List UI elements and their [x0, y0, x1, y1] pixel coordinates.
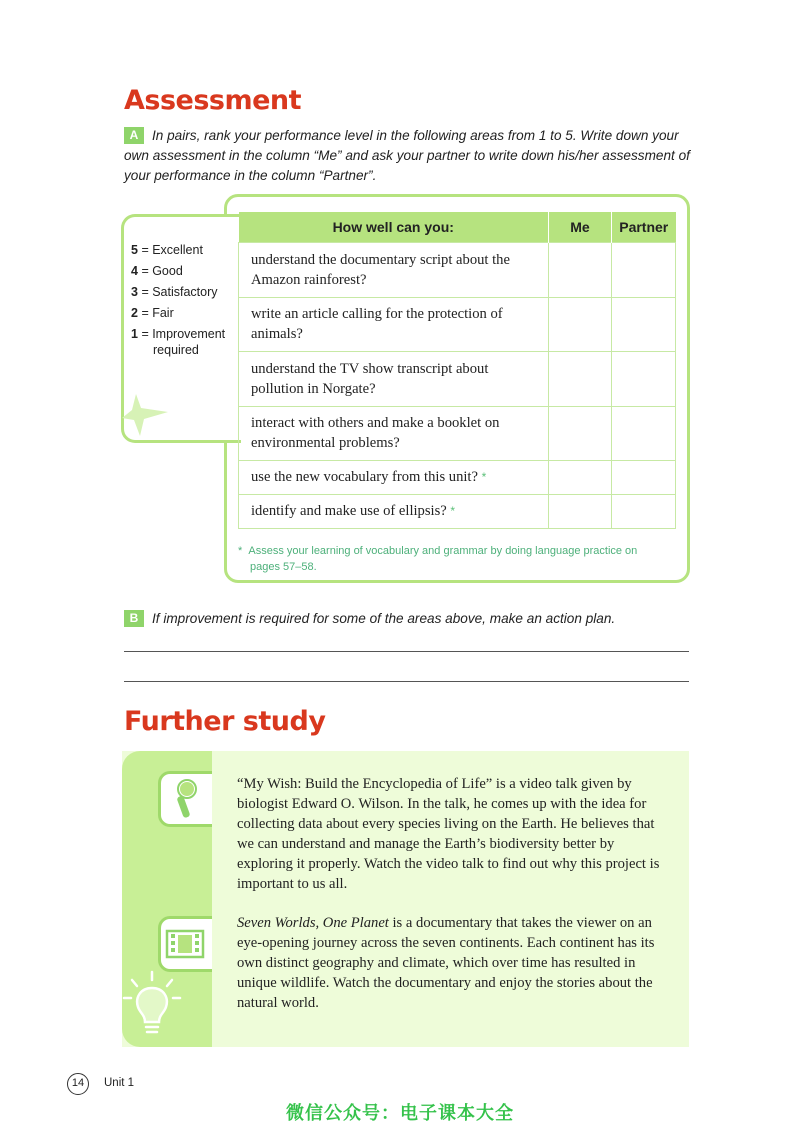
scale-item-5: 5 = Excellent [131, 243, 203, 257]
partner-cell[interactable] [612, 494, 676, 528]
further-study-heading: Further study [124, 706, 326, 737]
header-partner: Partner [612, 212, 676, 242]
row-text: understand the TV show transcript about pollution in Norgate? [239, 351, 549, 406]
row-text: use the new vocabulary from this unit? * [239, 460, 549, 494]
row-text: write an article calling for the protection of animals? [239, 297, 549, 351]
part-a-tag: A [124, 127, 144, 144]
me-cell[interactable] [549, 406, 612, 460]
asterisk-mark: * [481, 470, 487, 484]
partner-cell[interactable] [612, 406, 676, 460]
partner-cell[interactable] [612, 297, 676, 351]
me-cell[interactable] [549, 351, 612, 406]
me-cell[interactable] [549, 494, 612, 528]
panel-joint [225, 217, 231, 440]
partner-cell[interactable] [612, 242, 676, 297]
unit-label: Unit 1 [104, 1077, 135, 1089]
scale-item-1: 1 = Improvement required [131, 327, 226, 357]
instruction-b [124, 609, 694, 629]
me-cell[interactable] [549, 460, 612, 494]
film-icon [158, 916, 212, 972]
row-text: interact with others and make a booklet on environmental problems? [239, 406, 549, 460]
documentary-title: Seven Worlds, One Planet [237, 915, 389, 931]
partner-cell[interactable] [612, 351, 676, 406]
part-b-tag: B [124, 610, 144, 627]
lightbulb-icon [122, 968, 182, 1043]
instruction-a-text: In pairs, rank your performance level in the following areas from 1 to 5. Write down your own assessment in the column “Me” and ask your partner to write down his/her assessment of your performance in the column “Partner”. [124, 128, 690, 183]
answer-line-1[interactable] [124, 651, 689, 652]
table-row [239, 297, 676, 351]
footnote: * Assess your learning of vocabulary and grammar by doing language practice on pages 57–58. [238, 545, 638, 573]
scale-item-3: 3 = Satisfactory [131, 285, 218, 299]
header-me: Me [549, 212, 612, 242]
row-text: identify and make use of ellipsis? * [239, 494, 549, 528]
table-row [239, 494, 676, 528]
me-cell[interactable] [549, 297, 612, 351]
table-row [239, 406, 676, 460]
partner-cell[interactable] [612, 460, 676, 494]
microphone-icon [158, 771, 212, 827]
watermark: 微信公众号：电子课本大全 [286, 1103, 514, 1124]
table-row [239, 351, 676, 406]
further-study-paragraph-1: “My Wish: Build the Encyclopedia of Life” is a video talk given by biologist Edward O. Wilson. In the talk, he comes up with the idea for collecting data about every species living on the Earth. He believes that we can understand and manage the Earth’s biodiversity better by exploring it properly. Watch the video talk to find out why this project is important to us all. [237, 776, 660, 892]
instruction-a [124, 126, 694, 186]
answer-line-2[interactable] [124, 681, 689, 682]
assessment-heading: Assessment [124, 85, 302, 116]
header-question: How well can you: [239, 212, 549, 242]
assessment-table [238, 212, 676, 529]
scale-item-4: 4 = Good [131, 264, 183, 278]
scale-item-2: 2 = Fair [131, 306, 174, 320]
row-text: understand the documentary script about the Amazon rainforest? [239, 242, 549, 297]
rating-scale [131, 240, 225, 358]
table-row [239, 460, 676, 494]
page-number: 14 [67, 1073, 89, 1095]
asterisk-mark: * [450, 504, 456, 518]
me-cell[interactable] [549, 242, 612, 297]
further-study-paragraph-2: Seven Worlds, One Planet is a documentary that takes the viewer on an eye-opening journey across the seven continents. Each continent has its own distinct geography and climate, which over time has resulted in unique wildlife. Watch the documentary and enjoy the stories about the natural world. [237, 915, 655, 1011]
table-row [239, 242, 676, 297]
star-icon [122, 392, 170, 438]
instruction-b-text: If improvement is required for some of the areas above, make an action plan. [152, 611, 616, 626]
